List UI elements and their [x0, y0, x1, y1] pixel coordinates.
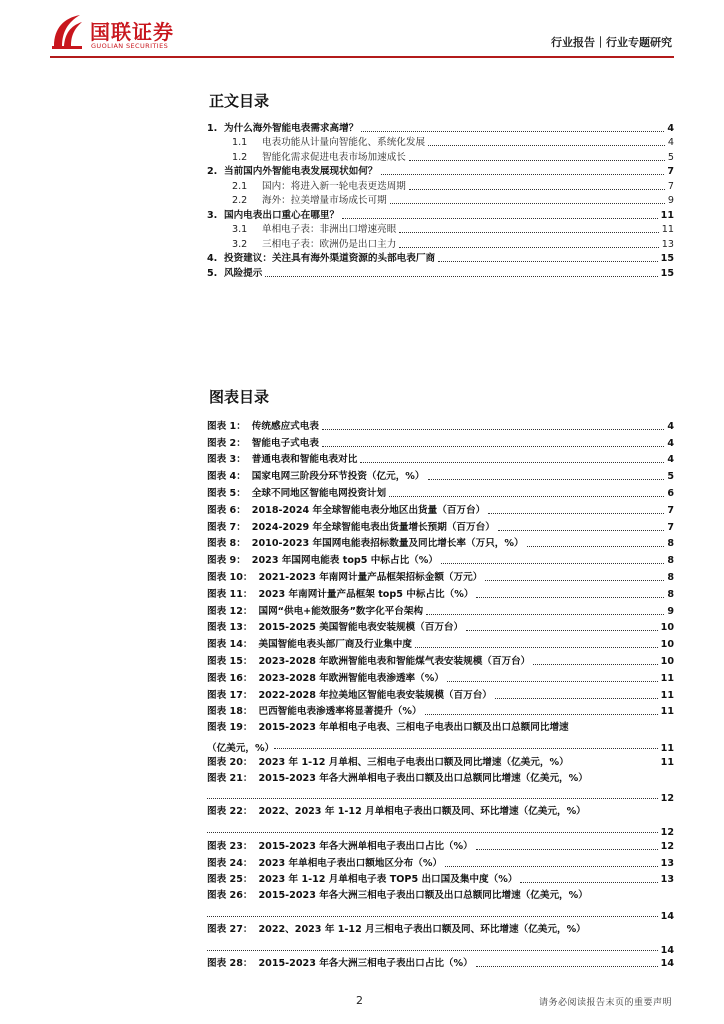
figure-entry-label: 图表 19：: [207, 722, 253, 734]
figure-entry-title: 2023 年 1-12 月单相电子表 TOP5 出口国及集中度（%）: [258, 874, 518, 886]
figure-entry-page: 8: [667, 555, 674, 567]
toc-entry-number: 2.: [207, 166, 218, 177]
figure-entry-line: [207, 821, 674, 838]
figure-entry-title: 2022、2023 年 1-12 月单相电子表出口额及同、环比增速（亿美元，%）: [258, 806, 586, 818]
toc-entry-number: 2.1: [232, 180, 248, 192]
figure-entry-label: 图表 8：: [207, 538, 246, 550]
figure-entry-label: 图表 13：: [207, 622, 253, 634]
figure-entry-label: 图表 3：: [207, 454, 246, 466]
figure-entry-page: 4: [667, 420, 674, 432]
figure-entry-title: 2022、2023 年 1-12 月三相电子表出口额及同、环比增速（亿美元，%）: [258, 923, 586, 935]
logo-text-en: GUOLIAN SECURITIES: [91, 42, 169, 50]
figure-entry-page: 4: [667, 454, 674, 466]
figure-entry[interactable]: [207, 956, 674, 973]
figure-entry[interactable]: [207, 435, 674, 452]
figure-entry-page: 14: [660, 958, 674, 970]
figure-list-title: 图表目录: [209, 388, 270, 406]
figure-entry[interactable]: [207, 569, 674, 586]
toc-entry-page: 11: [661, 224, 674, 235]
figure-entry-line: [207, 771, 674, 788]
figure-entry-title: 2023 年单相电子表出口额地区分布（%）: [258, 857, 443, 869]
leader-dots: [445, 866, 658, 867]
figure-entry-title: 国网“供电+能效服务”数字化平台架构: [258, 605, 424, 617]
leader-dots: [322, 429, 664, 430]
figure-entry-title: 2015-2025 美国智能电表安装规模（百万台）: [258, 622, 464, 634]
leader-dots: [438, 261, 658, 262]
toc-title: 正文目录: [209, 92, 270, 110]
figure-entry-label: 图表 15：: [207, 655, 253, 667]
figure-entry[interactable]: [207, 888, 674, 922]
figure-entry-label: 图表 22：: [207, 806, 253, 818]
page-number: 2: [356, 994, 363, 1007]
leader-dots: [207, 798, 658, 799]
figure-list: [207, 418, 674, 972]
figure-entry-page: 12: [660, 840, 674, 852]
figure-entry-label: 图表 12：: [207, 605, 253, 617]
figure-entry-title: 国家电网三阶段分环节投资（亿元，%）: [251, 471, 425, 483]
figure-entry-label: 图表 9：: [207, 555, 246, 567]
figure-entry-label: 图表 5：: [207, 487, 246, 499]
figure-entry-title: 2023 年国网电能表 top5 中标占比（%）: [251, 555, 438, 567]
toc-entry-label: 风险提示: [224, 267, 263, 279]
toc-entry[interactable]: [207, 194, 674, 209]
leader-dots: [495, 698, 658, 699]
leader-dots: [360, 462, 664, 463]
leader-dots: [409, 160, 665, 161]
figure-entry-label: 图表 6：: [207, 504, 246, 516]
figure-entry-title: 2023-2028 年欧洲智能电表和智能煤气表安装规模（百万台）: [258, 655, 531, 667]
figure-entry-title: 2024-2029 年全球智能电表出货量增长预期（百万台）: [251, 521, 495, 533]
figure-entry-page: 10: [660, 655, 674, 667]
figure-entry[interactable]: [207, 704, 674, 721]
figure-entry[interactable]: [207, 653, 674, 670]
figure-entry-label: 图表 20：: [207, 756, 253, 768]
leader-dots: [207, 916, 658, 917]
figure-entry-label: 图表 17：: [207, 689, 253, 701]
leader-dots: [476, 597, 664, 598]
figure-entry[interactable]: [207, 922, 674, 956]
leader-dots: [527, 546, 665, 547]
figure-entry-line: [207, 888, 674, 905]
toc-list: [207, 121, 674, 281]
logo-text-cn: 国联证券: [90, 20, 174, 44]
toc-entry-label: 电表功能从计量向智能化、系统化发展: [262, 137, 426, 148]
toc-entry-page: 11: [660, 209, 674, 221]
leader-dots: [390, 203, 665, 204]
figure-entry[interactable]: [207, 754, 674, 771]
figure-entry-line: [207, 939, 674, 956]
figure-entry[interactable]: [207, 452, 674, 469]
figure-entry[interactable]: [207, 536, 674, 553]
figure-entry-page: 13: [660, 874, 674, 886]
figure-entry-page: 6: [667, 487, 674, 499]
figure-entry-page: 7: [667, 504, 674, 516]
figure-entry[interactable]: [207, 720, 674, 754]
leader-dots: [476, 849, 658, 850]
toc-entry-number: 3.: [207, 209, 218, 221]
toc-entry[interactable]: [207, 237, 674, 252]
figure-entry-page: 11: [660, 742, 674, 754]
toc-entry-page: 13: [661, 238, 674, 250]
report-type: 行业报告｜行业专题研究: [551, 36, 672, 49]
toc-entry-number: 3.1: [232, 224, 248, 235]
leader-dots: [533, 664, 657, 665]
leader-dots: [520, 882, 657, 883]
figure-entry-title: 2015-2023 年各大洲单相电子表出口额及出口总额同比增速（亿美元，%）: [258, 772, 588, 784]
toc-entry-label: 国内：将进入新一轮电表更迭周期: [262, 180, 406, 192]
toc-entry[interactable]: [207, 223, 674, 238]
toc-entry-label: 单相电子表：非洲出口增速亮眼: [262, 224, 397, 235]
figure-entry[interactable]: [207, 687, 674, 704]
figure-entry[interactable]: [207, 804, 674, 838]
figure-entry-label: 图表 16：: [207, 672, 253, 684]
figure-entry-title: 2023-2028 年欧洲智能电表渗透率（%）: [258, 672, 444, 684]
figure-entry[interactable]: [207, 603, 674, 620]
figure-entry-line: [207, 720, 674, 737]
figure-entry-line: [207, 788, 674, 805]
figure-entry-title: 2023 年南网计量产品框架 top5 中标占比（%）: [258, 588, 474, 600]
leader-dots: [425, 714, 658, 715]
leader-dots: [274, 748, 657, 749]
figure-entry-label: 图表 14：: [207, 639, 253, 651]
leader-dots: [207, 950, 658, 951]
leader-dots: [426, 614, 664, 615]
figure-entry-title: 2015-2023 年各大洲单相电子表出口占比（%）: [258, 840, 473, 852]
figure-entry[interactable]: [207, 485, 674, 502]
toc-entry-label: 三相电子表：欧洲仍是出口主力: [262, 238, 397, 250]
figure-entry-title: 2015-2023 年各大洲三相电子表出口占比（%）: [258, 958, 473, 970]
toc-entry-label: 智能化需求促进电表市场加速成长: [262, 151, 406, 163]
figure-entry[interactable]: [207, 586, 674, 603]
figure-entry-label: 图表 2：: [207, 437, 246, 449]
figure-entry-label: 图表 11：: [207, 588, 253, 600]
figure-entry[interactable]: [207, 620, 674, 637]
figure-entry-title: 2018-2024 年全球智能电表分地区出货量（百万台）: [251, 504, 486, 516]
figure-entry-page: 10: [660, 622, 674, 634]
figure-entry-line: [207, 804, 674, 821]
toc-entry-number: 2.2: [232, 195, 248, 206]
leader-dots: [498, 530, 665, 531]
toc-entry-number: 1.2: [232, 151, 248, 163]
toc-entry[interactable]: [207, 150, 674, 165]
leader-dots: [428, 479, 665, 480]
figure-entry-page: 8: [667, 538, 674, 550]
figure-entry-page: 8: [667, 588, 674, 600]
toc-entry-number: 4.: [207, 253, 218, 264]
figure-entry-page: 11: [660, 672, 674, 684]
leader-dots: [381, 174, 665, 175]
leader-dots: [207, 832, 658, 833]
figure-entry-title: 全球不同地区智能电网投资计划: [251, 487, 387, 499]
toc-entry-number: 3.2: [232, 238, 248, 250]
figure-entry-label: 图表 23：: [207, 840, 253, 852]
figure-entry-label: 图表 1：: [207, 420, 246, 432]
company-logo: [50, 12, 190, 52]
figure-entry-page: 11: [660, 756, 674, 768]
leader-dots: [399, 247, 658, 248]
leader-dots: [389, 496, 664, 497]
toc-entry-page: 5: [667, 151, 674, 163]
figure-entry-label: 图表 26：: [207, 890, 253, 902]
figure-entry-label: 图表 10：: [207, 571, 253, 583]
leader-dots: [428, 145, 665, 146]
figure-entry[interactable]: [207, 519, 674, 536]
figure-entry-label: 图表 25：: [207, 874, 253, 886]
toc-entry[interactable]: [207, 252, 674, 267]
figure-entry-label: 图表 18：: [207, 706, 253, 718]
figure-entry-title: 传统感应式电表: [251, 420, 319, 432]
figure-entry-page: 11: [660, 689, 674, 701]
toc-entry-page: 4: [667, 137, 674, 148]
figure-entry[interactable]: [207, 872, 674, 889]
toc-entry-label: 投资建议：关注具有海外渠道资源的头部电表厂商: [224, 253, 436, 264]
toc-entry-label: 国内电表出口重心在哪里？: [224, 209, 340, 221]
figure-entry[interactable]: [207, 636, 674, 653]
figure-entry-page: 4: [667, 437, 674, 449]
leader-dots: [466, 630, 658, 631]
figure-entry-page: 14: [660, 910, 674, 922]
leader-dots: [441, 563, 664, 564]
toc-entry[interactable]: [207, 136, 674, 151]
leader-dots: [409, 189, 665, 190]
leader-dots: [361, 131, 664, 132]
figure-entry-title: 智能电子式电表: [251, 437, 319, 449]
figure-entry[interactable]: [207, 468, 674, 485]
figure-entry-page: 7: [667, 521, 674, 533]
toc-entry[interactable]: [207, 266, 674, 281]
figure-entry-title-cont: （亿美元，%）: [207, 742, 275, 754]
figure-entry-title: 普通电表和智能电表对比: [251, 454, 358, 466]
leader-dots: [399, 232, 658, 233]
toc-entry-page: 15: [660, 253, 674, 264]
figure-entry-title: 2022-2028 年拉美地区智能电表安装规模（百万台）: [258, 689, 492, 701]
header-divider: [50, 56, 674, 58]
figure-entry-title: 2015-2023 年单相电子电表、三相电子电表出口额及出口总额同比增速: [258, 722, 569, 734]
figure-entry-line: [207, 922, 674, 939]
figure-entry-page: 5: [667, 471, 674, 483]
figure-entry-label: 图表 21：: [207, 772, 253, 784]
toc-entry-number: 5.: [207, 267, 218, 279]
figure-entry-page: 10: [660, 639, 674, 651]
figure-entry-label: 图表 7：: [207, 521, 246, 533]
leader-dots: [488, 513, 664, 514]
toc-entry[interactable]: [207, 165, 674, 180]
figure-entry-page: 8: [667, 571, 674, 583]
toc-entry-label: 当前国内外智能电表发展现状如何？: [224, 166, 378, 177]
figure-entry-page: 9: [667, 605, 674, 617]
figure-entry-label: 图表 27：: [207, 923, 253, 935]
figure-entry-label: 图表 24：: [207, 857, 253, 869]
figure-entry-line: [207, 905, 674, 922]
toc-entry-page: 7: [667, 166, 674, 177]
leader-dots: [342, 218, 658, 219]
toc-entry-page: 4: [667, 122, 674, 134]
figure-entry-label: 图表 28：: [207, 958, 253, 970]
figure-entry-page: 13: [660, 857, 674, 869]
leader-dots: [485, 580, 664, 581]
toc-entry-label: 为什么海外智能电表需求高增？: [224, 122, 359, 134]
toc-entry[interactable]: [207, 179, 674, 194]
disclaimer: 请务必阅读报告末页的重要声明: [538, 998, 672, 1008]
figure-entry[interactable]: [207, 838, 674, 855]
figure-entry-page: 12: [660, 793, 674, 805]
figure-entry[interactable]: [207, 771, 674, 805]
figure-entry[interactable]: [207, 855, 674, 872]
toc-entry-page: 7: [667, 180, 674, 192]
toc-entry[interactable]: [207, 121, 674, 136]
toc-entry-page: 9: [667, 195, 674, 206]
figure-entry-title: 2023 年 1-12 月单相、三相电子电表出口额及同比增速（亿美元，%）: [258, 756, 569, 768]
leader-dots: [447, 681, 658, 682]
figure-entry[interactable]: [207, 552, 674, 569]
figure-entry-page: 11: [660, 706, 674, 718]
figure-entry[interactable]: [207, 670, 674, 687]
toc-entry-label: 海外：拉美增量市场成长可期: [262, 195, 387, 206]
toc-entry-page: 15: [660, 267, 674, 279]
toc-entry-number: 1.1: [232, 137, 248, 148]
figure-entry-page: 12: [660, 826, 674, 838]
page-header: [0, 0, 724, 62]
figure-entry-label: 图表 4：: [207, 471, 246, 483]
figure-entry-title: 2015-2023 年各大洲三相电子表出口额及出口总额同比增速（亿美元，%）: [258, 890, 588, 902]
toc-entry[interactable]: [207, 208, 674, 223]
leader-dots: [415, 647, 658, 648]
leader-dots: [265, 276, 657, 277]
figure-entry-title: 巴西智能电表渗透率将显著提升（%）: [258, 706, 422, 718]
figure-entry-title: 2021-2023 年南网计量产品框架招标金额（万元）: [258, 571, 483, 583]
logo-mark-icon: [50, 12, 86, 52]
figure-entry[interactable]: [207, 502, 674, 519]
figure-entry-line: [207, 737, 674, 754]
figure-entry-title: 美国智能电表头部厂商及行业集中度: [258, 639, 412, 651]
leader-dots: [476, 966, 658, 967]
leader-dots: [322, 446, 664, 447]
figure-entry[interactable]: [207, 418, 674, 435]
figure-entry-title: 2010-2023 年国网电能表招标数量及同比增长率（万只，%）: [251, 538, 524, 550]
figure-entry-page: 14: [660, 944, 674, 956]
toc-entry-number: 1.: [207, 122, 218, 134]
